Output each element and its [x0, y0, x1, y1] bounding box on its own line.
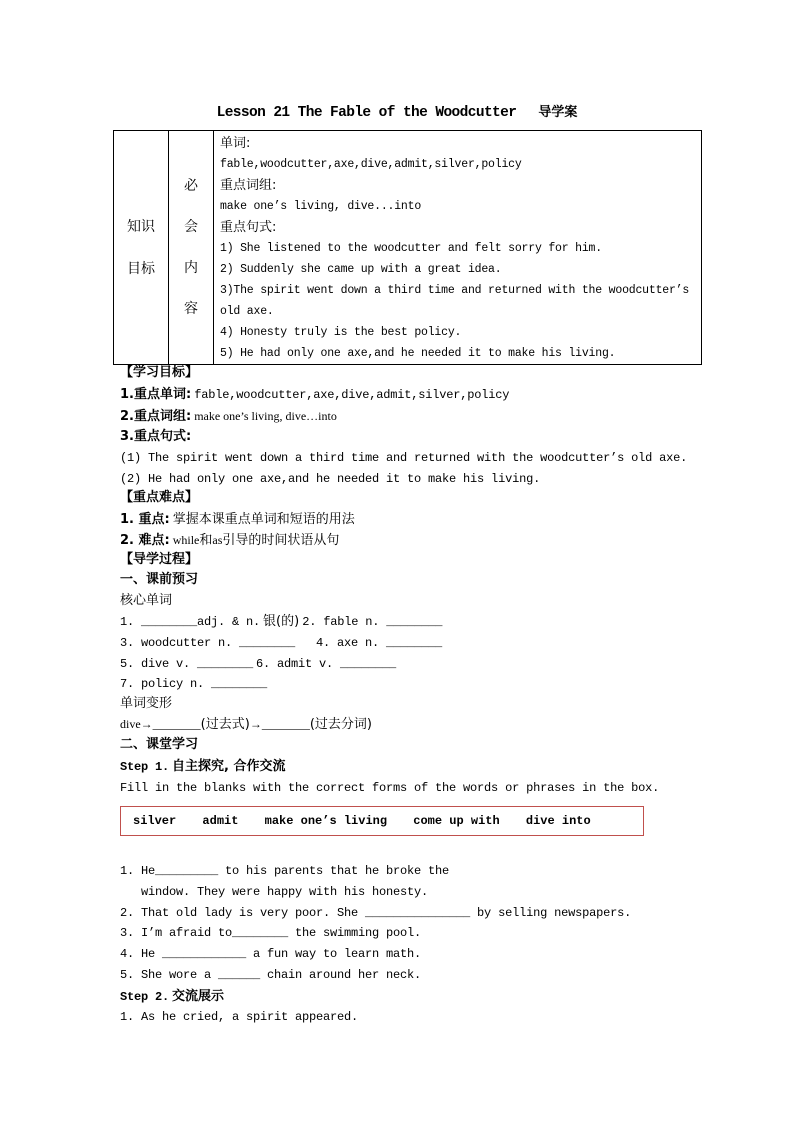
title-english: Lesson 21 The Fable of the Woodcutter [216, 105, 517, 121]
goal-phrases-line: 2.重点词组: make one’s living, dive…into [120, 409, 337, 424]
goal-label: 目标 [127, 260, 155, 277]
knowledge-label: 知识 [127, 218, 155, 235]
box-word-make-living: make one’s living [264, 814, 388, 828]
goal-sentence-1: (1) The spirit went down a third time and returned with the woodcutter’s old axe. [120, 451, 688, 465]
sentence-1: 1) She listened to the woodcutter and felt sorry for him. [220, 242, 602, 255]
sentence-3-cont: old axe. [220, 305, 274, 318]
class-heading: 二、课堂学习 [120, 737, 199, 752]
key-points-heading: 【重点难点】 [120, 490, 199, 505]
vocab-row-1: 1. ________adj. & n. 银(的) 2. fable n. ________ [120, 614, 443, 629]
title-chinese: 导学案 [538, 105, 578, 120]
goal-sentences-label: 3.重点句式: [120, 429, 192, 444]
inner-char: 内 [184, 259, 198, 276]
step1-heading: Step 1. 自主探究, 合作交流 [120, 759, 286, 774]
word-box [120, 806, 644, 836]
vocab-row-2: 3. woodcutter n. ________ 4. axe n. ________ [120, 636, 443, 650]
vocab-row-4: 7. policy n. ________ [120, 677, 268, 691]
core-words-label: 核心单词 [120, 593, 173, 608]
step2-item-1: 1. As he cried, a spirit appeared. [120, 1010, 359, 1024]
phrases-heading: 重点词组: [220, 178, 277, 193]
word-forms-label: 单词变形 [120, 696, 173, 711]
content-char: 容 [184, 300, 198, 317]
box-word-admit: admit [202, 814, 239, 828]
preview-heading: 一、课前预习 [120, 572, 199, 587]
box-word-dive-into: dive into [525, 814, 591, 828]
phrases-list: make one’s living, dive...into [220, 200, 422, 213]
exercise-2: 2. That old lady is very poor. She _______________ by selling newspapers. [120, 906, 632, 920]
objectives-content-cell [214, 131, 702, 365]
vocab-row-3: 5. dive v. ________ 6. admit v. ________ [120, 657, 397, 671]
sentence-5: 5) He had only one axe,and he needed it to make his living. [220, 347, 616, 360]
knowledge-goal-cell [114, 131, 169, 365]
know-char: 会 [184, 218, 198, 235]
step1-instruction: Fill in the blanks with the correct forms of the words or phrases in the box. [120, 781, 660, 795]
learning-goals-heading: 【学习目标】 [120, 365, 199, 380]
sentence-3: 3)The spirit went down a third time and returned with the woodcutter’s [220, 284, 690, 297]
objectives-table [113, 130, 702, 365]
key-point-2: 2. 难点: while和as引导的时间状语从句 [120, 533, 340, 548]
goal-words-line: 1.重点单词: fable,woodcutter,axe,dive,admit,silver,policy [120, 387, 510, 402]
exercise-1-cont: window. They were happy with his honesty. [120, 885, 429, 899]
key-point-1: 1. 重点: 掌握本课重点单词和短语的用法 [120, 512, 355, 527]
box-word-silver: silver [133, 814, 177, 828]
must-char: 必 [184, 177, 198, 194]
exercise-1: 1. He_________ to his parents that he broke the [120, 864, 450, 878]
exercise-5: 5. She wore a ______ chain around her neck. [120, 968, 422, 982]
words-list: fable,woodcutter,axe,dive,admit,silver,policy [220, 158, 522, 171]
dive-forms-line: dive→________(过去式)→________(过去分词) [120, 717, 372, 732]
sentences-heading: 重点句式: [220, 220, 277, 235]
exercise-4: 4. He ____________ a fun way to learn math. [120, 947, 422, 961]
exercise-3: 3. I’m afraid to________ the swimming pool. [120, 926, 422, 940]
page-title [0, 101, 794, 121]
must-know-cell [169, 131, 214, 365]
box-word-come-up-with: come up with [413, 814, 500, 828]
sentence-2: 2) Suddenly she came up with a great idea. [220, 263, 502, 276]
step2-heading: Step 2. 交流展示 [120, 989, 225, 1004]
sentence-4: 4) Honesty truly is the best policy. [220, 326, 462, 339]
words-heading: 单词: [220, 136, 251, 151]
goal-sentence-2: (2) He had only one axe,and he needed it to make his living. [120, 472, 541, 486]
process-heading: 【导学过程】 [120, 552, 199, 567]
